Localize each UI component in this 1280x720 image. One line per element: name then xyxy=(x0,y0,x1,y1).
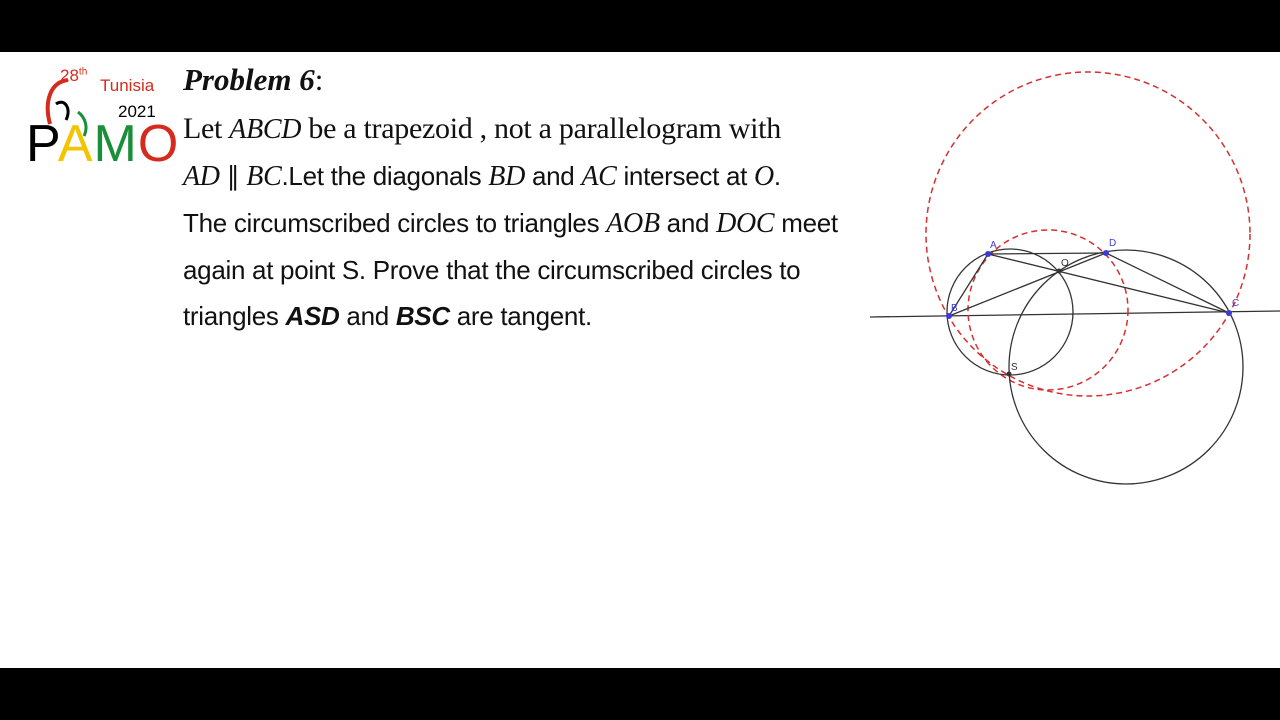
label-a: A xyxy=(990,240,997,251)
diagonal-bd xyxy=(949,253,1106,316)
label-s: S xyxy=(1011,362,1018,373)
line-bc xyxy=(870,311,1280,317)
problem-line-4: again at point S. Prove that the circumscribed circles to xyxy=(183,255,801,286)
logo-year: 2021 xyxy=(118,102,156,121)
problem-title: Problem 6: xyxy=(183,62,324,97)
point-d xyxy=(1103,250,1109,256)
geometry-figure xyxy=(860,52,1280,668)
side-dc xyxy=(1106,253,1229,313)
logo-wordmark: PAMO xyxy=(26,115,180,173)
problem-statement xyxy=(183,60,883,339)
label-b: B xyxy=(951,303,958,314)
problem-line-2: AD ∥ BC.Let the diagonals BD and AC intersect at O. xyxy=(183,161,781,193)
label-c: C xyxy=(1232,298,1240,309)
point-o xyxy=(1057,269,1062,274)
logo-ordinal: 28th xyxy=(60,66,88,85)
label-d: D xyxy=(1109,238,1117,249)
point-a xyxy=(985,251,991,257)
side-ad xyxy=(988,253,1106,254)
pamo-logo xyxy=(24,60,180,180)
problem-line-1: Let ABCD be a trapezoid , not a parallelogram with xyxy=(183,112,781,146)
diagonal-ac xyxy=(988,254,1229,313)
logo-country: Tunisia xyxy=(100,76,155,95)
problem-line-3: The circumscribed circles to triangles AOB and DOC meet xyxy=(183,208,838,240)
circle-asd xyxy=(926,72,1250,396)
circle-doc xyxy=(1009,250,1243,484)
label-o: O xyxy=(1061,258,1069,269)
problem-line-5: triangles ASD and BSC are tangent. xyxy=(183,301,592,332)
point-c xyxy=(1226,310,1232,316)
slide xyxy=(0,52,1280,668)
